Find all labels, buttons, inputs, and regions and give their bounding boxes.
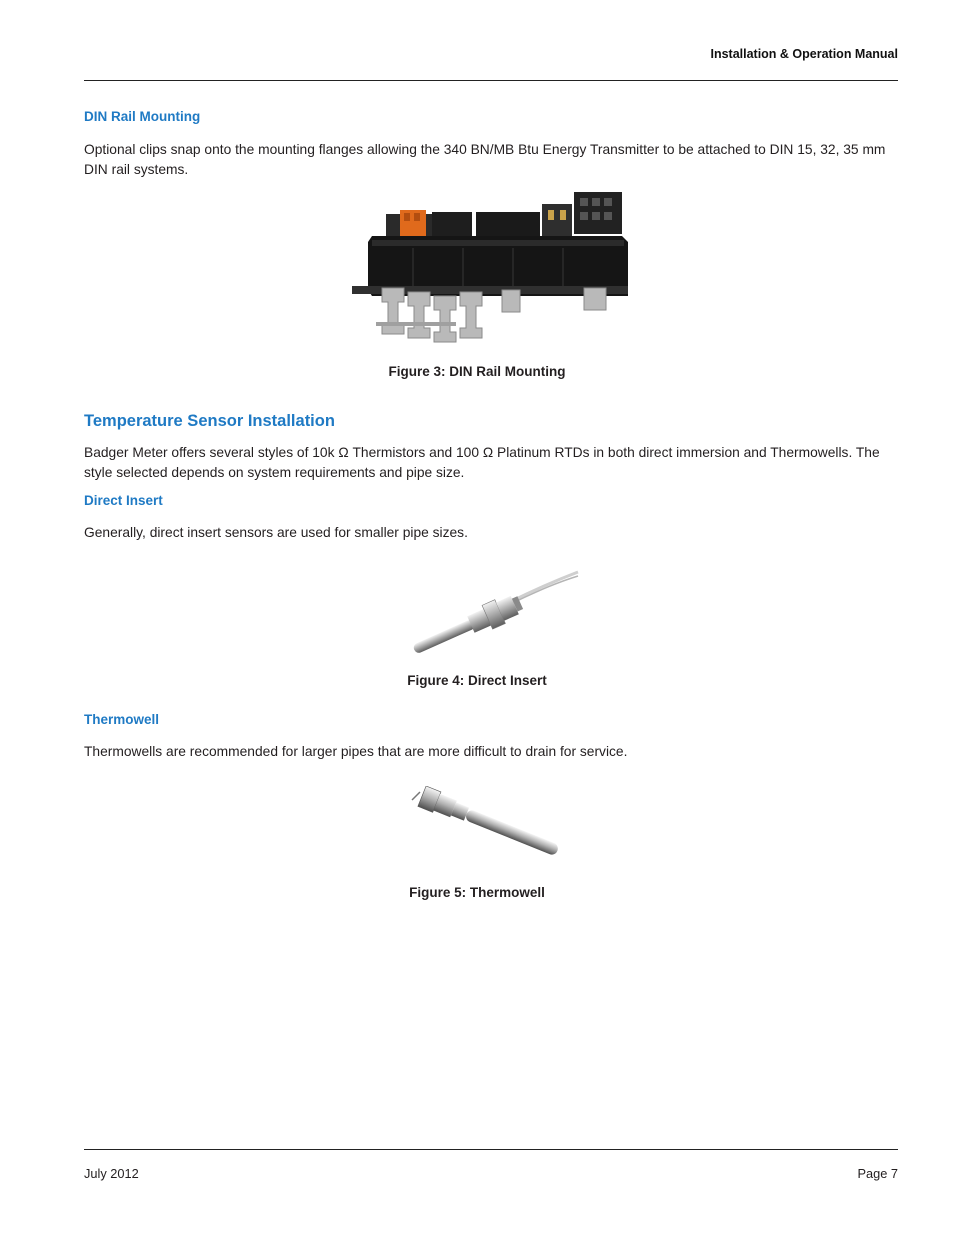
header-divider: [84, 80, 898, 81]
footer-divider: [84, 1149, 898, 1150]
direct-insert-paragraph: Generally, direct insert sensors are used for smaller pipe sizes.: [84, 525, 468, 540]
figure-5-caption: Figure 5: Thermowell: [409, 885, 545, 900]
thermowell-paragraph: Thermowells are recommended for larger pipes that are more difficult to drain for service.: [84, 744, 628, 759]
direct-insert-image: [402, 568, 580, 658]
thermowell-heading: Thermowell: [84, 712, 160, 727]
figure-3-caption: Figure 3: DIN Rail Mounting: [388, 364, 566, 379]
temperature-sensor-heading: Temperature Sensor Installation: [84, 412, 335, 430]
temperature-sensor-paragraph: Badger Meter offers several styles of 10k Ω Thermistors and 100 Ω Platinum RTDs in both direct immersion and Thermowells. The style selected depends on system requirements and pipe size.: [84, 445, 880, 480]
manual-title: Installation & Operation Manual: [710, 47, 898, 61]
din-rail-paragraph: Optional clips snap onto the mounting flanges allowing the 340 BN/MB Btu Energy Transmitter to be attached to DIN 15, 32, 35 mm DIN rail systems.: [84, 142, 886, 177]
figure-4-caption: Figure 4: Direct Insert: [407, 673, 547, 688]
din-rail-heading: DIN Rail Mounting: [84, 109, 201, 124]
din-rail-mounting-image: [352, 192, 628, 352]
direct-insert-heading: Direct Insert: [84, 493, 163, 508]
thermowell-image: [408, 786, 568, 864]
page-number: Page 7: [857, 1166, 898, 1181]
footer-date: July 2012: [84, 1166, 139, 1181]
